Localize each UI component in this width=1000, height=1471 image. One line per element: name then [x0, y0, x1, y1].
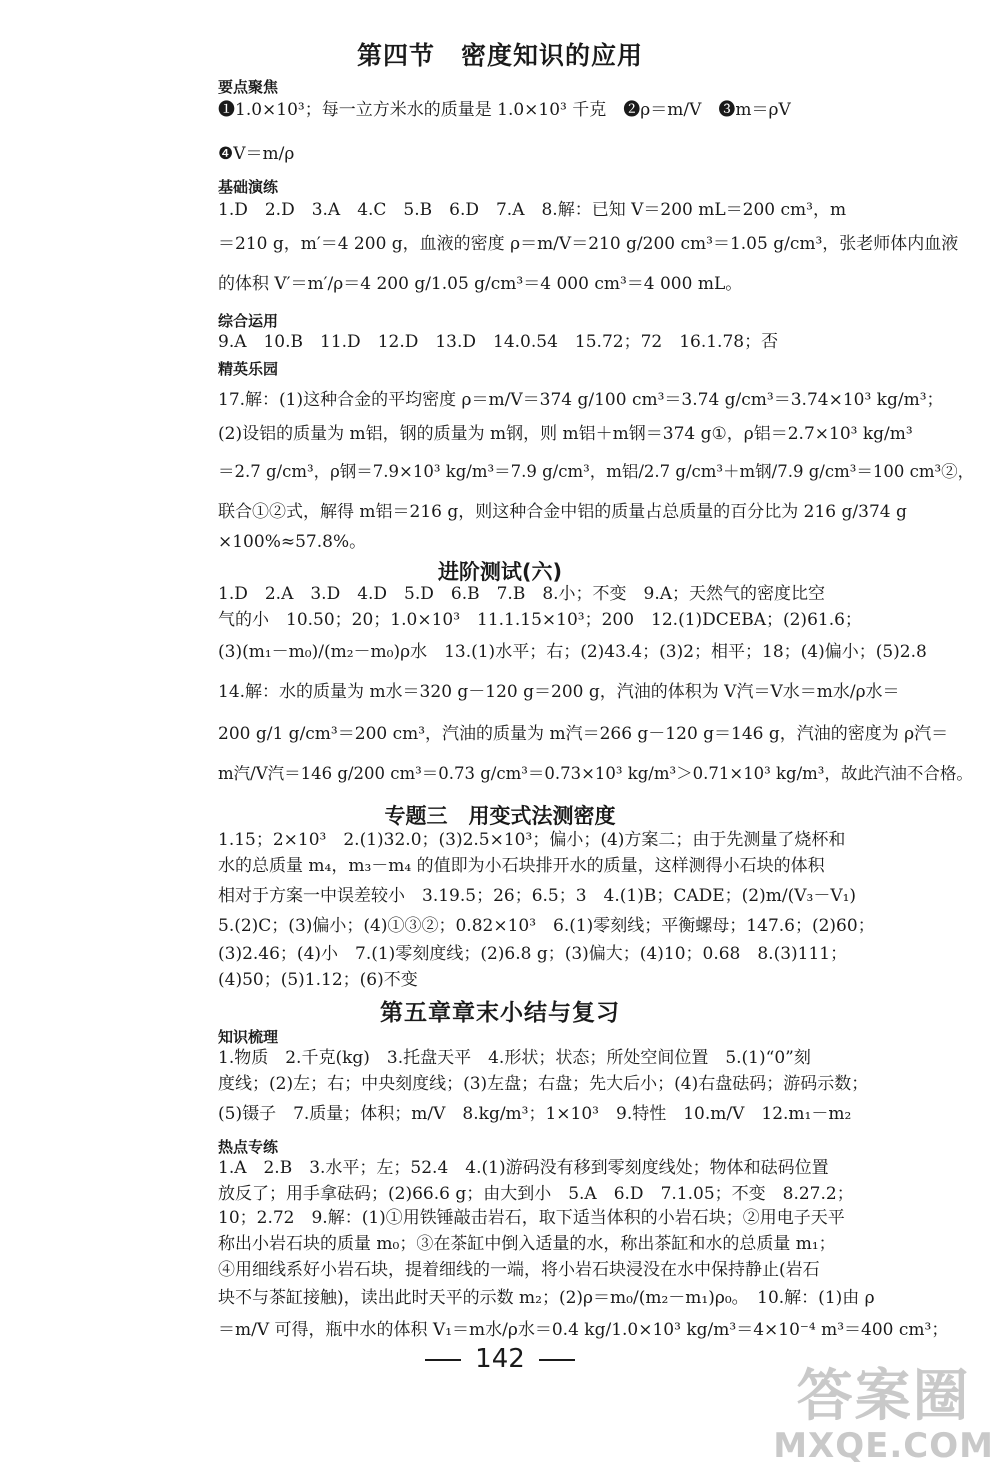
section-title: 第四节 密度知识的应用	[356, 41, 643, 70]
elite-line: (2)设铝的质量为 m铝，钢的质量为 m钢，则 m铝＋m钢＝374 g①，ρ铝＝2.7×10³ kg/m³	[218, 424, 913, 444]
knowledge-line: 1.物质 2.千克(kg) 3.托盘天平 4.形状；状态；所处空间位置 5.(1)“0”刻	[218, 1048, 811, 1068]
elite-heading: 精英乐园	[218, 360, 279, 378]
hot-practice-line: ④用细线系好小岩石块，提着细线的一端，将小岩石块浸没在水中保持静止(岩石	[218, 1260, 820, 1280]
elite-line: 17.解：(1)这种合金的平均密度 ρ＝m/V＝374 g/100 cm³＝3.74 g/cm³＝3.74×10³ kg/m³；	[218, 390, 944, 410]
page-number-dash-left	[425, 1359, 461, 1361]
key-points-heading: 要点聚焦	[218, 78, 279, 96]
knowledge-heading: 知识梳理	[218, 1028, 279, 1046]
topic-three-line: (4)50；(5)1.12；(6)不变	[218, 970, 418, 990]
key-points-line: ❹V＝m/ρ	[218, 144, 295, 164]
comprehensive-heading: 综合运用	[218, 312, 279, 330]
advanced-test-line: 气的小 10.50；20；1.0×10³ 11.1.15×10³；200 12.(1)DCEBA；(2)61.6；	[218, 610, 862, 630]
advanced-test-title: 进阶测试(六)	[437, 560, 563, 584]
hot-practice-line: 1.A 2.B 3.水平；左；52.4 4.(1)游码没有移到零刻度线处；物体和砝码位置	[218, 1158, 829, 1178]
topic-three-title: 专题三 用变式法测密度	[384, 804, 616, 828]
advanced-test-line: (3)(m₁－m₀)/(m₂－m₀)ρ水 13.(1)水平；右；(2)43.4；(3)2；相平；18；(4)偏小；(5)2.8	[218, 642, 927, 662]
chapter-review-title: 第五章章末小结与复习	[380, 1000, 620, 1026]
hot-practice-line: ＝m/V 可得，瓶中水的体积 V₁＝m水/ρ水＝0.4 kg/1.0×10³ kg/m³＝4×10⁻⁴ m³＝400 cm³；	[218, 1320, 949, 1340]
basic-practice-line: ＝210 g，m′＝4 200 g，血液的密度 ρ＝m/V＝210 g/200 cm³＝1.05 g/cm³，张老师体内血液	[218, 234, 959, 254]
basic-practice-line: 1.D 2.D 3.A 4.C 5.B 6.D 7.A 8.解：已知 V＝200 mL＝200 cm³，m	[218, 200, 847, 220]
basic-practice-heading: 基础演练	[218, 178, 279, 196]
advanced-test-line: 200 g/1 g/cm³＝200 cm³，汽油的质量为 m汽＝266 g－120 g＝146 g，汽油的密度为 ρ汽＝	[218, 724, 949, 744]
elite-line: ＝2.7 g/cm³，ρ钢＝7.9×10³ kg/m³＝7.9 g/cm³，m铝/2.7 g/cm³＋m钢/7.9 g/cm³＝100 cm³②，	[218, 462, 975, 481]
advanced-test-line: 14.解：水的质量为 m水＝320 g－120 g＝200 g，汽油的体积为 V汽＝V水＝m水/ρ水＝	[218, 682, 900, 702]
knowledge-line: (5)镊子 7.质量；体积；m/V 8.kg/m³；1×10³ 9.特性 10.m/V 12.m₁－m₂	[218, 1104, 852, 1124]
basic-practice-line: 的体积 V′＝m′/ρ＝4 200 g/1.05 g/cm³＝4 000 cm³＝4 000 mL。	[218, 274, 743, 294]
hot-practice-line: 块不与茶缸接触)，读出此时天平的示数 m₂；(2)ρ＝m₀/(m₂－m₁)ρ₀。 10.解：(1)由 ρ	[218, 1288, 875, 1308]
page-number-dash-right	[539, 1359, 575, 1361]
elite-line: ×100%≈57.8%。	[218, 532, 367, 552]
watermark-text: 答案圈	[796, 1364, 971, 1429]
hot-practice-line: 称出小岩石块的质量 m₀；③在茶缸中倒入适量的水，称出茶缸和水的总质量 m₁；	[218, 1234, 836, 1254]
topic-three-line: (3)2.46；(4)小 7.(1)零刻度线；(2)6.8 g；(3)偏大；(4)10；0.68 8.(3)111；	[218, 944, 848, 964]
watermark-url: MXQE.COM	[773, 1426, 994, 1466]
watermark-logo	[773, 1364, 994, 1466]
topic-three-line: 相对于方案一中误差较小 3.19.5；26；6.5；3 4.(1)B；CADE；(2)m/(V₃－V₁)	[218, 886, 857, 906]
key-points-line: ❶1.0×10³；每一立方米水的质量是 1.0×10³ 千克 ❷ρ＝m/V ❸m＝ρV	[218, 100, 791, 120]
elite-line: 联合①②式，解得 m铝＝216 g，则这种合金中铝的质量占总质量的百分比为 216 g/374 g	[218, 502, 907, 522]
page-number-value: 142	[475, 1344, 525, 1374]
comprehensive-line: 9.A 10.B 11.D 12.D 13.D 14.0.54 15.72；72 16.1.78；否	[218, 332, 779, 352]
advanced-test-line: 1.D 2.A 3.D 4.D 5.D 6.B 7.B 8.小；不变 9.A；天然气的密度比空	[218, 584, 826, 604]
hot-practice-line: 放反了；用手拿砝码；(2)66.6 g；由大到小 5.A 6.D 7.1.05；不变 8.27.2；	[218, 1184, 854, 1204]
topic-three-line: 5.(2)C；(3)偏小；(4)①③②；0.82×10³ 6.(1)零刻线；平衡螺母；147.6；(2)60；	[218, 916, 875, 936]
advanced-test-line: m汽/V汽＝146 g/200 cm³＝0.73 g/cm³＝0.73×10³ kg/m³＞0.71×10³ kg/m³，故此汽油不合格。	[218, 764, 973, 783]
topic-three-line: 水的总质量 m₄，m₃－m₄ 的值即为小石块排开水的质量，这样测得小石块的体积	[218, 856, 825, 876]
topic-three-line: 1.15；2×10³ 2.(1)32.0；(3)2.5×10³；偏小；(4)方案二；由于先测量了烧杯和	[218, 830, 846, 850]
knowledge-line: 度线；(2)左；右；中央刻度线；(3)左盘；右盘；先大后小；(4)右盘砝码；游码示数；	[218, 1074, 869, 1094]
hot-practice-heading: 热点专练	[218, 1138, 279, 1156]
hot-practice-line: 10；2.72 9.解：(1)①用铁锤敲击岩石，取下适当体积的小岩石块；②用电子天平	[218, 1208, 845, 1228]
